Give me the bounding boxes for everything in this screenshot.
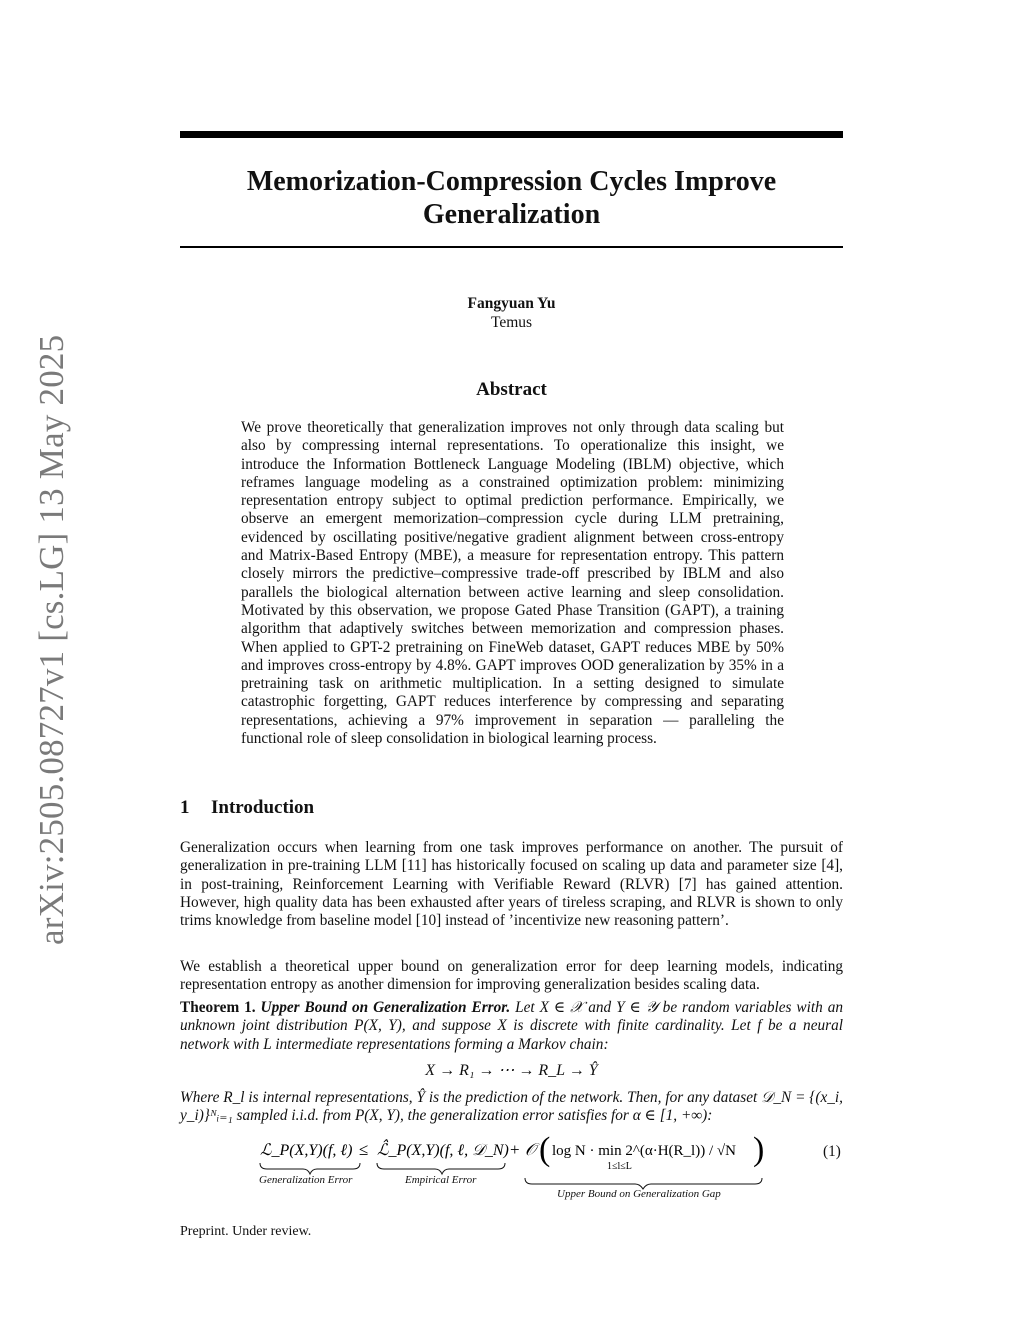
underbrace-generalization xyxy=(260,1163,360,1174)
label-generalization-gap: Upper Bound on Generalization Gap xyxy=(557,1188,721,1200)
theorem-statement: Let X ∈ 𝒳 and Y ∈ 𝒴 be random variables with an unknown joint distribution P(X, Y), and suppose X is discrete with finite cardinality. Let f be a neural network with L intermediate representations forming a Markov chain: xyxy=(180,999,843,1053)
title-rule-bottom xyxy=(180,246,843,248)
equation-number: (1) xyxy=(823,1143,841,1160)
title-rule-top xyxy=(180,131,843,138)
intro-paragraph-1: Generalization occurs when learning from one task improves performance on another. The pursuit of generalization in pre-training LLM [11] has historically focused on scaling up data and parameter size [4], in post-training, Reinforcement Learning with Verifiable Reward (RLVR) [7] has gained attention. However, high quality data has been exhausted after years of tireless scraping, and RLVR is shown to only trims knowledge from baseline model [10] instead of ’incentivize new reasoning pattern’. xyxy=(180,839,843,930)
theorem-label: Theorem 1. xyxy=(180,999,256,1016)
abstract-text: We prove theoretically that generalization improves not only through data scaling but also by compressing internal representations. To operationalize this insight, we introduce the Information Bottleneck Language Modeling (IBLM) objective, which reframes language modeling as a constrained optimization problem: minimizing representation entropy subject to optimal prediction performance. Empirically, we observe an emergent memorization–compression cycle during LLM pretraining, evidenced by oscillating positive/negative gradient alignment between cross-entropy and Matrix-Based Entropy (MBE), a measure for representation entropy. This pattern closely mirrors the predictive–compressive trade-off prescribed by IBLM and also parallels the biological alternation between active learning and sleep consolidation. Motivated by this observation, we propose Gated Phase Transition (GAPT), a training algorithm that adaptively switches between memorization and compression phases. When applied to GPT-2 pretraining on FineWeb dataset, GAPT reduces MBE by 50% and improves cross-entropy by 4.8%. GAPT improves OOD generalization by 35% in a pretraining task on arithmetic multiplication. In a setting designed to simulate catastrophic forgetting, GAPT reduces interference by compressing and separating representations, achieving a 97% improvement in separation — paralleling the functional role of sleep consolidation in biological learning process. xyxy=(241,419,784,748)
section-number: 1 xyxy=(180,797,190,818)
author-affiliation: Temus xyxy=(490,314,533,331)
eq-big-o: 𝒪 xyxy=(525,1140,536,1159)
eq-min-subscript: 1≤l≤L xyxy=(607,1161,632,1172)
paper-title xyxy=(180,165,843,231)
author-name: Fangyuan Yu xyxy=(467,295,556,312)
footer-note: Preprint. Under review. xyxy=(180,1224,312,1239)
section-title: Introduction xyxy=(211,797,315,818)
eq-empirical-term: ℒ̂_P(X,Y)(f, ℓ, 𝒟_N) xyxy=(377,1142,509,1159)
theorem-continuation: Where R_l is internal representations, Ŷ is the prediction of the network. Then, for any dataset 𝒟_N = {(x_i, y_i)}ᴺᵢ₌₁ sampled i.i.d. from P(X, Y), the generalization error satisfies for α ∈ [1, +∞): xyxy=(180,1089,843,1125)
eq-right-paren: ) xyxy=(753,1133,765,1168)
eq-plus-sign: + xyxy=(510,1140,520,1159)
theorem-1 xyxy=(180,999,843,1054)
intro-paragraph-2: We establish a theoretical upper bound on generalization error for deep learning models, indicating representation entropy as another dimension for improving generalization besides scaling data. xyxy=(180,958,843,994)
eq-gap-term: log N · min 2^(α·H(R_l)) / √N xyxy=(552,1143,736,1159)
markov-chain-equation: X → R₁ → ⋯ → R_L → Ŷ xyxy=(425,1062,598,1079)
theorem-name: Upper Bound on Generalization Error. xyxy=(260,999,511,1016)
title-line-2: Generalization xyxy=(422,199,601,230)
eq-leq-sign: ≤ xyxy=(359,1140,369,1159)
arxiv-identifier-stamp: arXiv:2505.08727v1 [cs.LG] 13 May 2025 xyxy=(32,334,71,945)
label-generalization-error: Generalization Error xyxy=(259,1174,353,1186)
title-line-1: Memorization-Compression Cycles Improve xyxy=(246,166,777,197)
eq-generalization-term: ℒ_P(X,Y)(f, ℓ) xyxy=(260,1142,353,1159)
abstract-heading: Abstract xyxy=(476,379,547,400)
underbrace-empirical xyxy=(377,1163,505,1174)
section-heading-introduction xyxy=(180,797,314,819)
eq-left-paren: ( xyxy=(539,1133,551,1168)
label-empirical-error: Empirical Error xyxy=(405,1174,477,1186)
